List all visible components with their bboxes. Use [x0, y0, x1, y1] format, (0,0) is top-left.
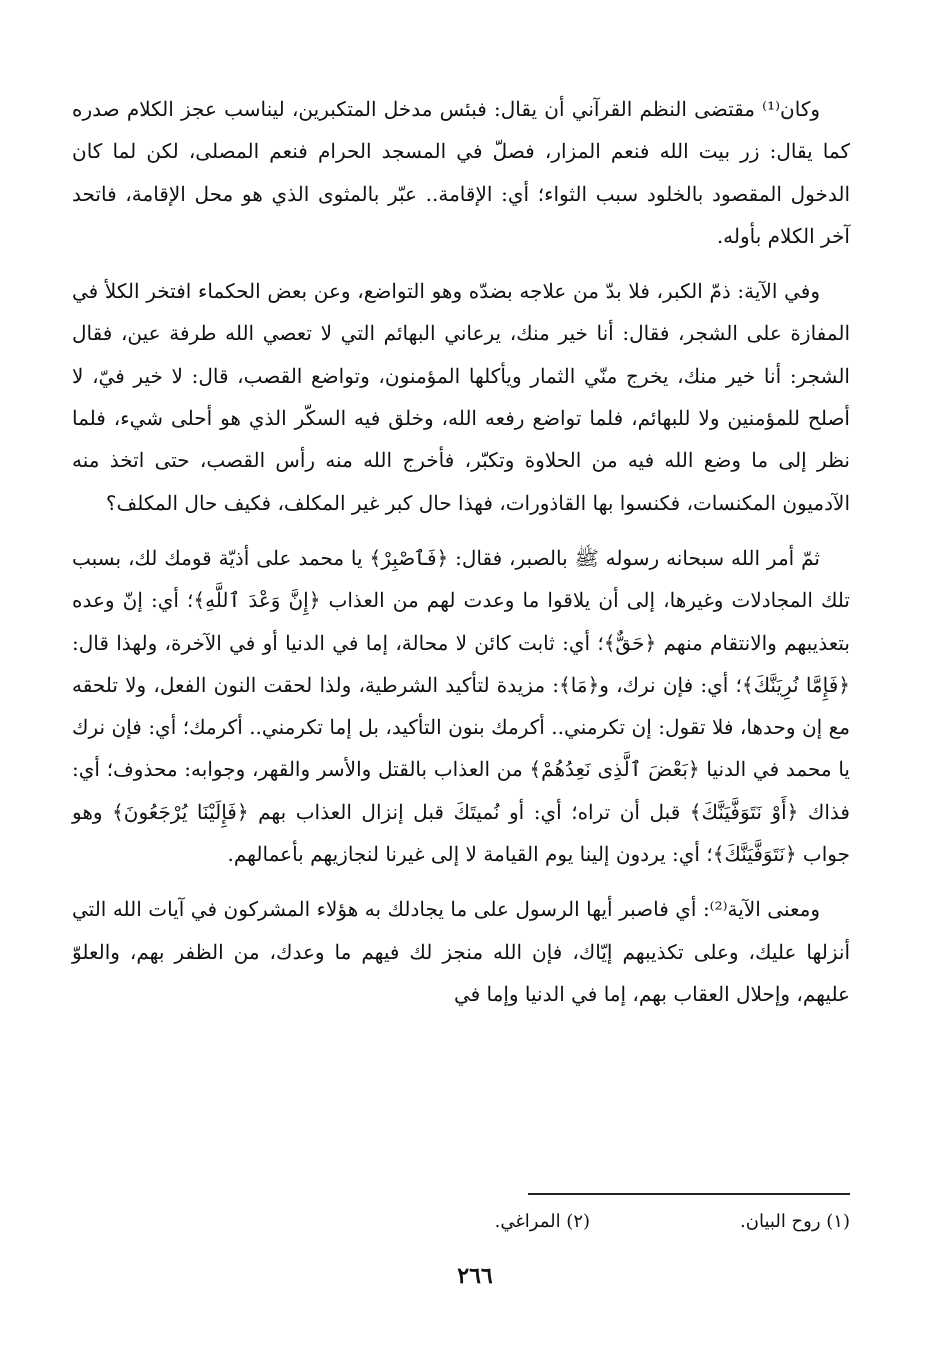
paragraph-1	[72, 88, 850, 257]
footnote-1: (١) روح البيان.	[740, 1211, 850, 1232]
paragraph-4-text: ومعنى الآية⁽²⁾: أي فاصبر أيها الرسول على ما يجادلك به هؤلاء المشركون في آيات الله التي أنزلها عليك، وعلى تكذيبهم إيّاك، فإن الله منجز لك فيهم ما وعدك، من الظفر بهم، والعلوّ عليهم، وإحلال العقاب بهم، إما في الدنيا وإما في	[72, 897, 850, 1006]
main-text	[72, 88, 850, 1015]
footnote-separator	[528, 1193, 850, 1195]
paragraph-1-text: وكان⁽¹⁾ مقتضى النظم القرآني أن يقال: فبئس مدخل المتكبرين، ليناسب عجز الكلام صدره كما يقال: زر بيت الله فنعم المزار، فصلّ في المسجد الحرام فنعم المصلى، لكن لما كان الدخول المقصود بالخلود سبب الثواء؛ أي: الإقامة.. عبّر بالمثوى الذي هو محل الإقامة، فاتحد آخر الكلام بأوله.	[72, 97, 850, 248]
paragraph-3	[72, 537, 850, 875]
footnotes	[495, 1208, 850, 1236]
paragraph-4	[72, 888, 850, 1015]
footnote-2: (٢) المراغي.	[494, 1211, 591, 1232]
paragraph-2	[72, 270, 850, 524]
paragraph-3-text: ثمّ أمر الله سبحانه رسوله ﷺ بالصبر، فقال: ﴿فَٱصْبِرْ﴾ يا محمد على أذيّة قومك لك، بسبب تلك المجادلات وغيرها، إلى أن يلاقوا ما وعدت لهم من العذاب ﴿إِنَّ وَعْدَ ٱللَّهِ﴾؛ أي: إنّ وعده بتعذيبهم والانتقام منهم ﴿حَقٌّ﴾؛ أي: ثابت كائن لا محالة، إما في الدنيا أو في الآخرة، ولهذا قال: ﴿فَإِمَّا نُرِيَنَّكَ﴾؛ أي: فإن نرك، و﴿مَا﴾: مزيدة لتأكيد الشرطية، ولذا لحقت النون الفعل، ولا تلحقه مع إن وحدها، فلا تقول: إن تكرمني.. أكرمك بنون التأكيد، بل إما تكرمني.. أكرمك؛ أي: فإن نرك يا محمد في الدنيا ﴿بَعْضَ ٱلَّذِى نَعِدُهُمْ﴾ من العذاب بالقتل والأسر والقهر، وجوابه: محذوف؛ أي: فذاك ﴿أَوْ نَتَوَفَّيَنَّكَ﴾ قبل أن تراه؛ أي: أو نُميتَكَ قبل إنزال العذاب بهم ﴿فَإِلَيْنَا يُرْجَعُونَ﴾ وهو جواب ﴿نَتَوَفَّيَنَّكَ﴾؛ أي: يردون إلينا يوم القيامة لا إلى غيرنا لنجازيهم بأعمالهم.	[72, 545, 850, 867]
page-number: ٢٦٦	[457, 1263, 493, 1289]
paragraph-2-text: وفي الآية: ذمّ الكبر، فلا بدّ من علاجه بضدّه وهو التواضع، وعن بعض الحكماء افتخر الكلأ في المفازة على الشجر، فقال: أنا خير منك، يرعاني البهائم التي لا تعصي الله طرفة عين، فقال الشجر: أنا خير منك، يخرج منّي الثمار ويأكلها المؤمنون، وتواضع القصب، قال: لا خير فيّ، لا أصلح للمؤمنين ولا للبهائم، فلما تواضع رفعه الله، وخلق فيه السكّر الذي هو أحلى شيء، فلما نظر إلى ما وضع الله فيه من الحلاوة وتكبّر، فأخرج الله منه رأس القصب، حتى اتخذ منه الآدميون المكنسات، فكنسوا بها القاذورات، فهذا حال كبر غير المكلف، فكيف حال المكلف؟	[72, 279, 850, 515]
